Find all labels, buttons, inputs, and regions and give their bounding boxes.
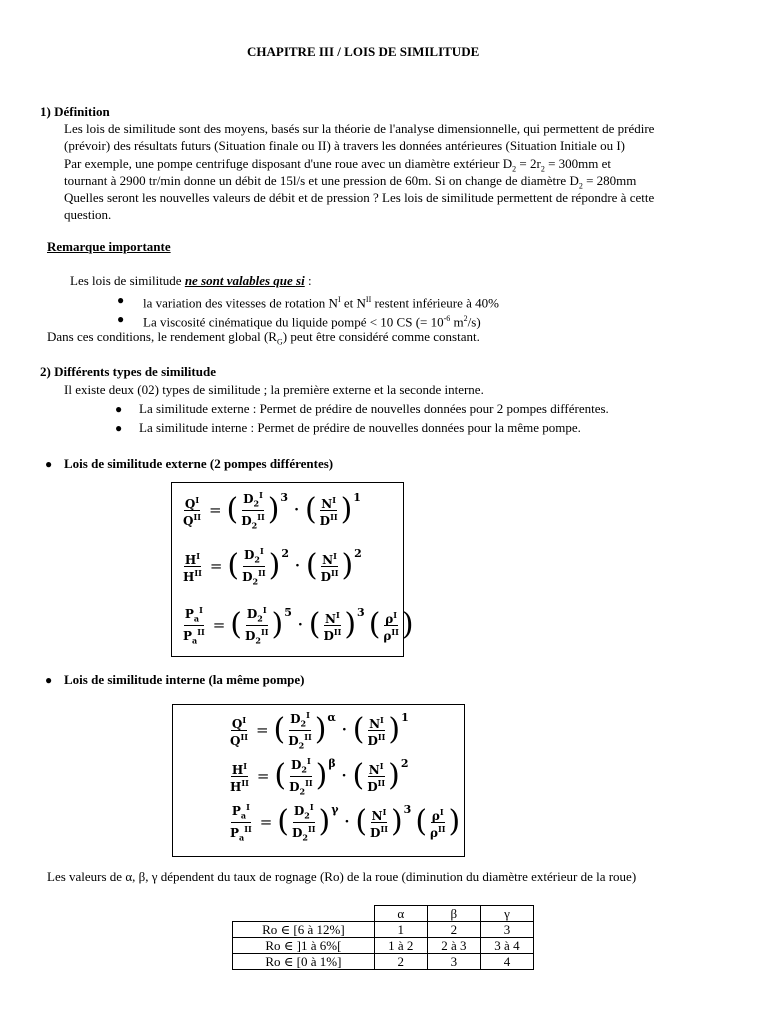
- bullet-icon: ●: [45, 457, 53, 471]
- remark-intro: Les lois de similitude ne sont valables que si :: [70, 273, 312, 288]
- table-header-alpha: α: [374, 906, 427, 922]
- types-bullet-1: La similitude externe : Permet de prédire de nouvelles données pour 2 pompes différentes.: [139, 401, 609, 416]
- table-cell: Ro ∈ [6 à 12%]: [233, 922, 375, 938]
- table-header-row: [233, 906, 534, 922]
- remark-conclusion: Dans ces conditions, le rendement global $(R_G)$ peut être considéré comme constant.: [47, 329, 480, 347]
- definition-line-4: tournant à 2900 tr/min donne un débit de 15l/s et une pression de 60m. Si on change de diamètre $D_2 = 280mm$: [64, 173, 637, 191]
- formula-head-internal: $\frac{H^I}{H^{II}}$ = ( $\frac{D_2^I}{D_2^{II}}$ ) β · ( $\frac{N^I}{D^{II}}$ ) 2: [230, 756, 409, 796]
- bullet-icon: ●: [117, 312, 125, 326]
- table-cell: 2: [374, 954, 427, 970]
- types-bullet-2: La similitude interne : Permet de prédire de nouvelles données pour la même pompe.: [139, 420, 581, 435]
- table-row: [233, 922, 534, 938]
- table-cell: 3: [480, 922, 533, 938]
- table-cell: 3 à 4: [480, 938, 533, 954]
- bullet-icon: ●: [45, 673, 53, 687]
- bullet-icon: ●: [117, 293, 125, 307]
- definition-line-2: (prévoir) des résultats futurs (Situation finale ou II) à travers les données antérieures (Situation Initiale ou I): [64, 138, 625, 153]
- definition-line-6: question.: [64, 207, 112, 222]
- coef-note: Les valeurs de α, β, γ dépendent du taux de rognage (Ro) de la roue (diminution du diamètre extérieur de la roue): [47, 869, 637, 884]
- table-cell: 4: [480, 954, 533, 970]
- bullet-icon: ●: [115, 402, 123, 416]
- section-heading-types: 2) Différents types de similitude: [40, 364, 216, 379]
- formula-flow-internal: $\frac{Q^I}{Q^{II}}$ = ( $\frac{D_2^I}{D_2^{II}}$ ) α · ( $\frac{N^I}{D^{II}}$ ) 1: [230, 710, 409, 750]
- internal-heading: Lois de similitude interne (la même pompe): [64, 672, 305, 687]
- coef-table: [232, 905, 534, 970]
- table-cell: 2 à 3: [427, 938, 480, 954]
- types-intro: Il existe deux (02) types de similitude ; la première externe et la seconde interne.: [64, 382, 484, 397]
- remark-bullet-2: La viscosité cinématique du liquide pompé < 10 CS (= $10^{-6}$ $m^2/s$): [143, 314, 481, 330]
- formula-head-external: $\frac{H^I}{H^{II}}$ = ( $\frac{D_2^I}{D_2^{II}}$ ) 2 · ( $\frac{N^I}{D^{II}}$ ) 2: [183, 546, 362, 586]
- bullet-icon: ●: [115, 421, 123, 435]
- table-cell: 2: [427, 922, 480, 938]
- table-cell: Ro ∈ ]1 à 6%[: [233, 938, 375, 954]
- remark-bullet-1: la variation des vitesses de rotation $N^I$ et $N^{II}$ restent inférieure à 40%: [143, 295, 500, 311]
- remark-heading: Remarque importante: [47, 239, 171, 254]
- definition-line-1: Les lois de similitude sont des moyens, basés sur la théorie de l'analyse dimensionnelle, qui permettent de prédire: [64, 121, 655, 136]
- table-cell: 1 à 2: [374, 938, 427, 954]
- table-row: [233, 954, 534, 970]
- definition-line-5: Quelles seront les nouvelles valeurs de débit et de pression ? Les lois de similitude permettent de répondre à cette: [64, 190, 655, 205]
- table-header-beta: β: [427, 906, 480, 922]
- table-cell: 3: [427, 954, 480, 970]
- formula-power-external: $\frac{P_a^I}{P_a^{II}}$ = ( $\frac{D_2^I}{D_2^{II}}$ ) 5 · ( $\frac{N^I}{D^{II}}$ ) 3 ( $\frac{\rho^I}{\rho^{II}}$ ): [183, 605, 414, 645]
- table-cell: 1: [374, 922, 427, 938]
- formula-flow-external: $\frac{Q^I}{Q^{II}}$ = ( $\frac{D_2^I}{D_2^{II}}$ ) 3 · ( $\frac{N^I}{D^{II}}$ ) 1: [183, 490, 361, 530]
- section-heading-definition: 1) Définition: [40, 104, 110, 119]
- table-row: [233, 938, 534, 954]
- table-header-cell: [233, 906, 375, 922]
- page-title: CHAPITRE III / LOIS DE SIMILITUDE: [247, 44, 480, 59]
- external-heading: Lois de similitude externe (2 pompes différentes): [64, 456, 334, 471]
- table-cell: Ro ∈ [0 à 1%]: [233, 954, 375, 970]
- table-header-gamma: γ: [480, 906, 533, 922]
- definition-line-3: Par exemple, une pompe centrifuge disposant d'une roue avec un diamètre extérieur $D_2 = 2r_2 = 300mm$ et: [64, 156, 612, 174]
- formula-power-internal: $\frac{P_a^I}{P_a^{II}}$ = ( $\frac{D_2^I}{D_2^{II}}$ ) γ · ( $\frac{N^I}{D^{II}}$ ) 3 ( $\frac{\rho^I}{\rho^{II}}$ ): [230, 802, 461, 842]
